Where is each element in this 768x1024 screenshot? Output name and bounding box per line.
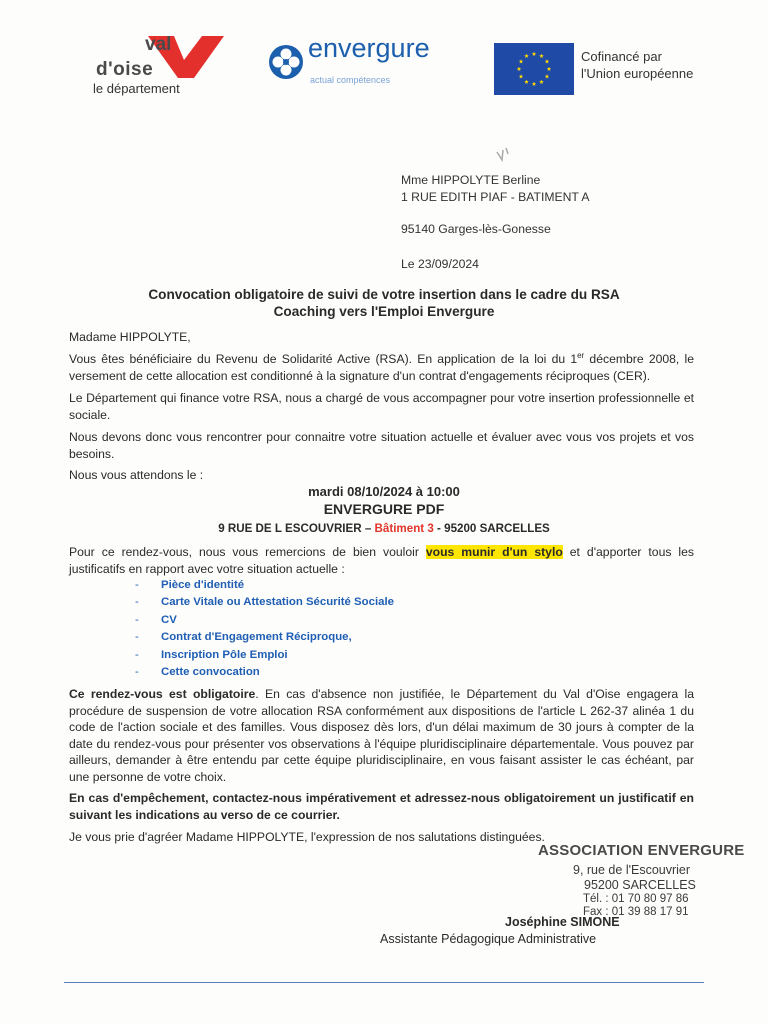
document-item: [135, 577, 394, 594]
paragraph-rsa-sup: er: [577, 350, 585, 360]
paragraph-obligatoire-rest: . En cas d'absence non justifiée, le Département du Val d'Oise engagera la procédure de suspension de votre allocation RSA conformément aux dispositions de l'article L 262-37 alinéa 1 du code de l'action sociale et des familles. Vous disposez dès lors, d'un délai maximum de 30 jours à compter de la date du rendez-vous pour présenter vos observations à l'équipe pluridisciplinaire départementale. Vous pouvez par ailleurs, demander à être entendu par cette équipe pluridisciplinaire, en vous faisant assister le cas échéant, par une personne de votre choix.: [69, 687, 694, 784]
documents-list: [135, 577, 394, 681]
list-dash: -: [135, 613, 139, 626]
eu-text-line2: l'Union européenne: [581, 66, 694, 81]
list-dash: -: [135, 596, 139, 609]
appointment-address-building: Bâtiment 3: [374, 522, 434, 535]
scan-mark-icon: [494, 146, 514, 168]
val-doise-line1: val: [145, 34, 172, 55]
paragraph-rencontrer: Nous devons donc vous rencontrer pour connaitre votre situation actuelle et évaluer avec vous vos projets et vos besoins.: [69, 430, 694, 461]
paragraph-attendons: Nous vous attendons le :: [69, 468, 204, 482]
list-dash: -: [135, 579, 139, 591]
highlight-stylo: vous munir d'un stylo: [425, 545, 563, 559]
eu-cofunding-text: [581, 48, 721, 82]
list-dash: -: [135, 665, 139, 678]
list-dash: -: [135, 631, 139, 644]
paragraph-departement: Le Département qui finance votre RSA, nous a chargé de vous accompagner pour votre insertion professionnelle et sociale.: [69, 391, 694, 422]
document-item-label: Pièce d'identité: [161, 579, 245, 591]
document-item-label: Carte Vitale ou Attestation Sécurité Sociale: [161, 596, 394, 609]
paragraph-rsa-part1: Vous êtes bénéficiaire du Revenu de Solidarité Active (RSA). En application de la loi du 1: [69, 352, 578, 366]
appointment-organisation: ENVERGURE PDF: [323, 501, 445, 517]
salutation: Madame HIPPOLYTE,: [69, 330, 191, 344]
val-doise-line3: le département: [93, 81, 180, 96]
paragraph-rsa: [69, 351, 694, 384]
subject-line1: Convocation obligatoire de suivi de votre insertion dans le cadre du RSA: [148, 287, 620, 302]
stamp-org: ASSOCIATION ENVERGURE: [538, 842, 745, 859]
appointment-address: [0, 521, 768, 538]
paragraph-obligatoire: [69, 686, 694, 785]
appointment-datetime: mardi 08/10/2024 à 10:00: [308, 484, 460, 499]
stamp-tel: Tél. : 01 70 80 97 86: [583, 893, 689, 905]
paragraph-justificatifs: [69, 544, 694, 577]
paragraph-justificatifs-part1: Pour ce rendez-vous, nous vous remercions de bien vouloir: [69, 545, 426, 559]
document-item: [135, 629, 394, 646]
document-item-label: CV: [161, 613, 177, 626]
stamp-street: 9, rue de l'Escouvrier: [573, 863, 691, 877]
eu-text-line1: Cofinancé par: [581, 49, 662, 64]
closing: Je vous prie d'agréer Madame HIPPOLYTE, l'expression de nos salutations distinguées.: [69, 830, 545, 844]
subject-line2: Coaching vers l'Emploi Envergure: [273, 304, 495, 319]
stamp-city: 95200 SARCELLES: [584, 878, 696, 892]
signatory-role: Assistante Pédagogique Administrative: [380, 932, 597, 946]
appointment-address-street: 9 RUE DE L ESCOUVRIER –: [218, 522, 375, 535]
document-item: [135, 664, 394, 681]
paragraph-empechement: En cas d'empêchement, contactez-nous impérativement et adressez-nous obligatoirement un justificatif en suivant les indications au verso de ce courrier.: [69, 791, 694, 822]
stamp-fax: Fax : 01 39 88 17 91: [583, 906, 689, 918]
document-item: [135, 612, 394, 629]
appointment-address-city: - 95200 SARCELLES: [433, 522, 550, 535]
recipient-street: 1 RUE EDITH PIAF - BATIMENT A: [401, 190, 590, 204]
letter-date: Le 23/09/2024: [401, 257, 479, 271]
recipient-name: Mme HIPPOLYTE Berline: [401, 173, 541, 187]
envergure-logo: [268, 33, 458, 90]
document-item: [135, 594, 394, 611]
eu-flag-icon: [494, 43, 574, 95]
recipient-city: 95140 Garges-lès-Gonesse: [401, 222, 551, 236]
document-item-label: Inscription Pôle Emploi: [161, 648, 288, 661]
paragraph-rsa-part2: décembre 2008, le versement de cette allocation est conditionné à la signature d'un contrat d'engagements réciproques (CER).: [69, 352, 694, 383]
envergure-flower-icon: [268, 44, 304, 80]
document-item: [135, 647, 394, 664]
envergure-name: envergure: [308, 33, 430, 63]
footer-rule: [64, 982, 704, 983]
list-dash: -: [135, 648, 139, 661]
paragraph-obligatoire-bold: Ce rendez-vous est obligatoire: [69, 687, 256, 701]
val-doise-logo: [93, 34, 233, 96]
signatory-name: Joséphine SIMONE: [505, 915, 620, 929]
paragraph-justificatifs-part2: et d'apporter tous les justificatifs en rapport avec votre situation actuelle :: [69, 545, 695, 576]
envergure-tagline: actual compétences: [310, 75, 391, 85]
document-item-label: Cette convocation: [161, 665, 260, 678]
val-doise-line2: d'oise: [96, 59, 154, 80]
document-item-label: Contrat d'Engagement Réciproque,: [161, 631, 352, 644]
